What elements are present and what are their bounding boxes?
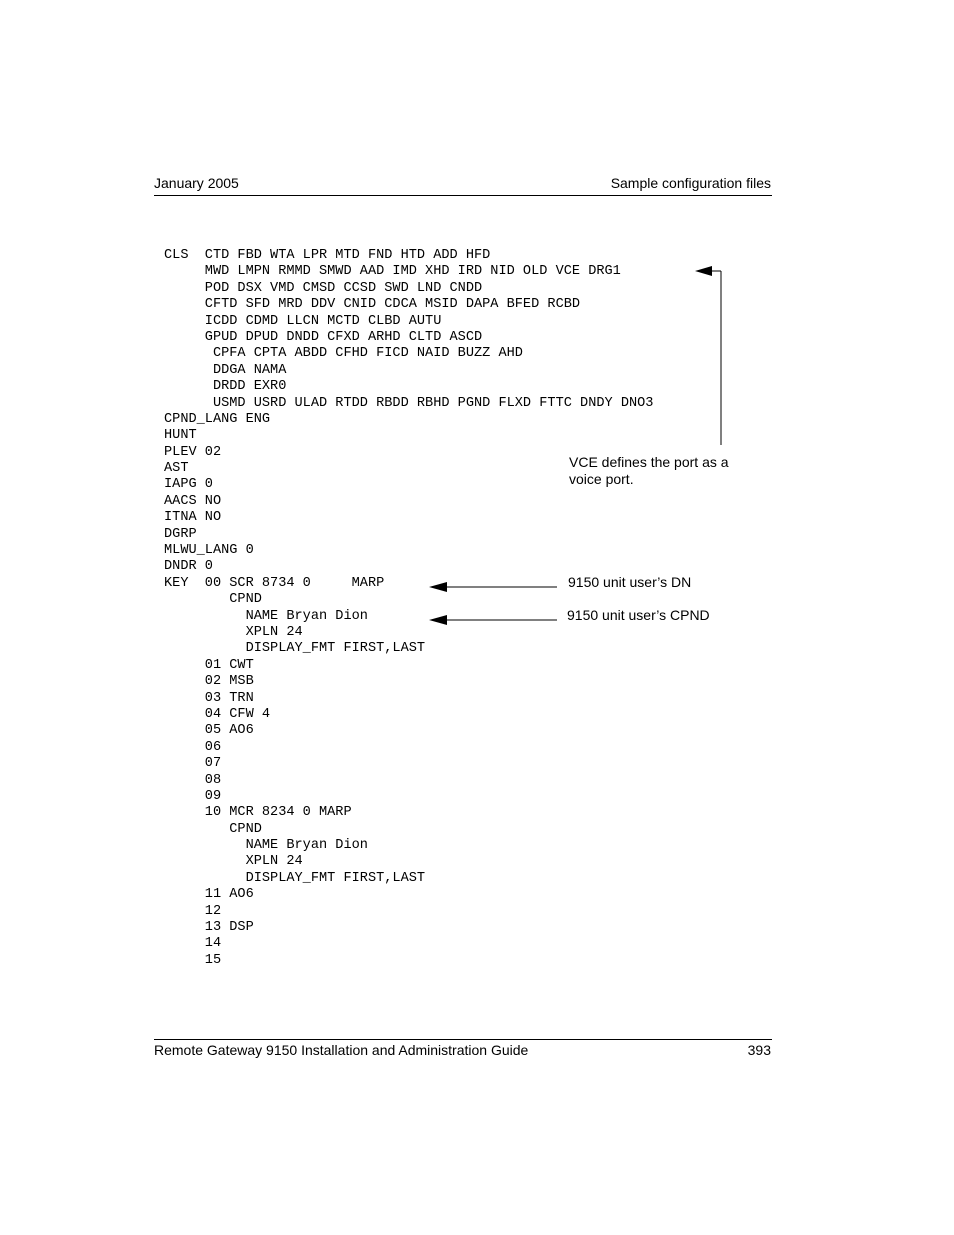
code-line: NAME Bryan Dion bbox=[164, 608, 368, 624]
code-line: CPND_LANG ENG bbox=[164, 411, 271, 427]
code-line: IAPG 0 bbox=[164, 477, 213, 493]
code-line: 03 TRN bbox=[164, 690, 254, 706]
code-line: 08 bbox=[164, 772, 222, 788]
footer-rule bbox=[154, 1039, 772, 1040]
code-line: 02 MSB bbox=[164, 674, 254, 690]
code-line: NAME Bryan Dion bbox=[164, 838, 368, 854]
header-left: January 2005 bbox=[154, 175, 239, 191]
code-line: AACS NO bbox=[164, 493, 222, 509]
code-line: XPLN 24 bbox=[164, 854, 303, 870]
code-line: DRDD EXR0 bbox=[164, 379, 287, 395]
code-line: KEY 00 SCR 8734 0 MARP bbox=[164, 575, 385, 591]
code-line: 05 AO6 bbox=[164, 723, 254, 739]
code-line: ITNA NO bbox=[164, 510, 222, 526]
code-line: HUNT bbox=[164, 428, 197, 444]
code-line: DGRP bbox=[164, 526, 197, 542]
header-right: Sample configuration files bbox=[610, 175, 771, 191]
code-line: 06 bbox=[164, 739, 222, 755]
code-line: 13 DSP bbox=[164, 920, 254, 936]
footer-left: Remote Gateway 9150 Installation and Administration Guide bbox=[154, 1042, 529, 1058]
code-line: GPUD DPUD DNDD CFXD ARHD CLTD ASCD bbox=[164, 329, 483, 345]
code-line: USMD USRD ULAD RTDD RBDD RBHD PGND FLXD FTTC DNDY DNO3 bbox=[164, 395, 654, 411]
code-line: 10 MCR 8234 0 MARP bbox=[164, 805, 352, 821]
code-line: CFTD SFD MRD DDV CNID CDCA MSID DAPA BFED RCBD bbox=[164, 297, 581, 313]
code-line: AST bbox=[164, 461, 189, 477]
code-line: CLS CTD FBD WTA LPR MTD FND HTD ADD HFD bbox=[164, 248, 491, 263]
code-line: POD DSX VMD CMSD CCSD SWD LND CNDD bbox=[164, 280, 483, 296]
cpnd-arrowhead bbox=[429, 615, 447, 625]
dn-annotation: 9150 unit user’s DN bbox=[568, 574, 692, 590]
code-line: MWD LMPN RMMD SMWD AAD IMD XHD IRD NID OLD VCE DRG1 bbox=[164, 264, 621, 280]
code-line: DDGA NAMA bbox=[164, 362, 287, 378]
code-line: DISPLAY_FMT FIRST,LAST bbox=[164, 641, 426, 657]
cpnd-annotation: 9150 unit user’s CPND bbox=[567, 607, 710, 623]
code-line: 07 bbox=[164, 756, 222, 772]
code-line: ICDD CDMD LLCN MCTD CLBD AUTU bbox=[164, 313, 442, 329]
code-line: CPND bbox=[164, 592, 262, 608]
code-line: 01 CWT bbox=[164, 657, 254, 673]
code-line: 14 bbox=[164, 936, 222, 952]
code-line: PLEV 02 bbox=[164, 444, 222, 460]
code-line: 11 AO6 bbox=[164, 887, 254, 903]
vce-arrowhead bbox=[695, 266, 712, 276]
vce-annotation: VCE defines the port as a voice port. bbox=[569, 454, 729, 487]
code-line: DISPLAY_FMT FIRST,LAST bbox=[164, 870, 426, 886]
code-line: XPLN 24 bbox=[164, 624, 303, 640]
code-line: 04 CFW 4 bbox=[164, 706, 271, 722]
dn-arrowhead bbox=[429, 582, 447, 592]
page-number: 393 bbox=[747, 1042, 771, 1058]
code-line: DNDR 0 bbox=[164, 559, 213, 575]
code-line: MLWU_LANG 0 bbox=[164, 543, 254, 559]
code-line: CPND bbox=[164, 821, 262, 837]
code-line: 15 bbox=[164, 952, 222, 968]
code-line: 09 bbox=[164, 788, 222, 804]
code-line: CPFA CPTA ABDD CFHD FICD NAID BUZZ AHD bbox=[164, 346, 523, 362]
code-line: 12 bbox=[164, 903, 222, 919]
